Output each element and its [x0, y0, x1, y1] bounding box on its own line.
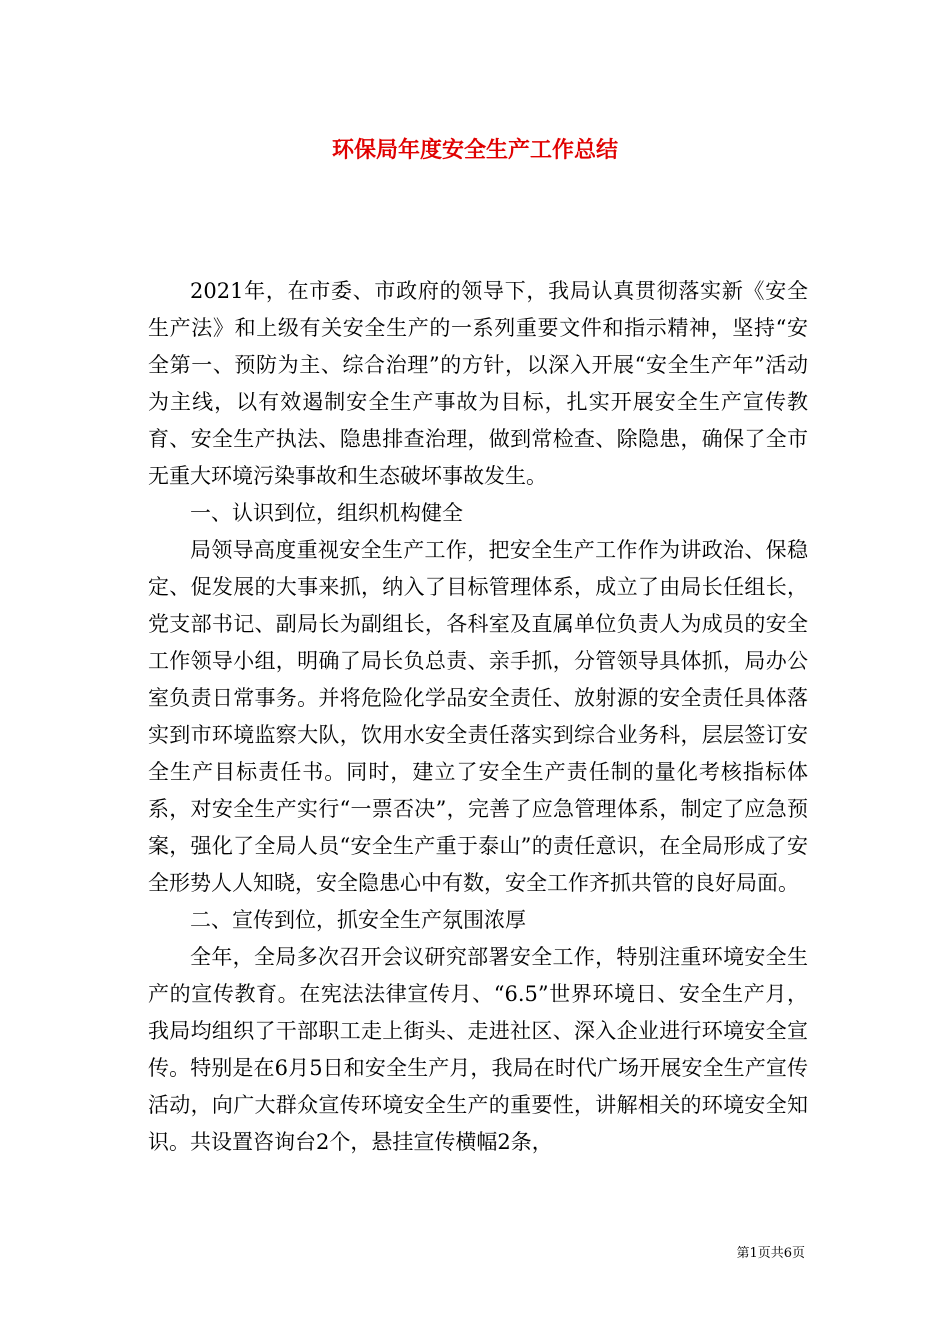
section-heading-1: 一、认识到位，组织机构健全	[190, 501, 463, 525]
paragraph-intro: 2021年，在市委、市政府的领导下，我局认真贯彻落实新《安全生产法》和上级有关安全生产的一系列重要文件和指示精神，坚持“安全第一、预防为主、综合治理”的方针，以深入开展“安全生产年”活动为主线，以有效遏制安全生产事故为目标，扎实开展安全生产宣传教育、安全生产执法、隐患排查治理，做到常检查、除隐患，确保了全市无重大环境污染事故和生态破坏事故发生。	[148, 279, 808, 488]
section-heading-2: 二、宣传到位，抓安全生产氛围浓厚	[190, 908, 526, 932]
paragraph-section-1: 局领导高度重视安全生产工作，把安全生产工作作为讲政治、保稳定、促发展的大事来抓，纳入了目标管理体系，成立了由局长任组长，党支部书记、副局长为副组长，各科室及直属单位负责人为成员的安全工作领导小组，明确了局长负总责、亲手抓，分管领导具体抓，局办公室负责日常事务。并将危险化学品安全责任、放射源的安全责任具体落实到市环境监察大队，饮用水安全责任落实到综合业务科，层层签订安全生产目标责任书。同时，建立了安全生产责任制的量化考核指标体系，对安全生产实行“一票否决”，完善了应急管理体系，制定了应急预案，强化了全局人员“安全生产重于泰山”的责任意识，在全局形成了安全形势人人知晓，安全隐患心中有数，安全工作齐抓共管的良好局面。	[148, 538, 808, 895]
document-title: 环保局年度安全生产工作总结	[331, 138, 618, 163]
page-number: 第1页共6页	[736, 1246, 805, 1261]
paragraph-section-2: 全年，全局多次召开会议研究部署安全工作，特别注重环境安全生产的宣传教育。在宪法法律宣传月、“6.5”世界环境日、安全生产月，我局均组织了干部职工走上街头、走进社区、深入企业进行环境安全宣传。特别是在6月5日和安全生产月，我局在时代广场开展安全生产宣传活动，向广大群众宣传环境安全生产的重要性，讲解相关的环境安全知识。共设置咨询台2个，悬挂宣传横幅2条，	[148, 945, 808, 1154]
document-body	[148, 273, 808, 1161]
